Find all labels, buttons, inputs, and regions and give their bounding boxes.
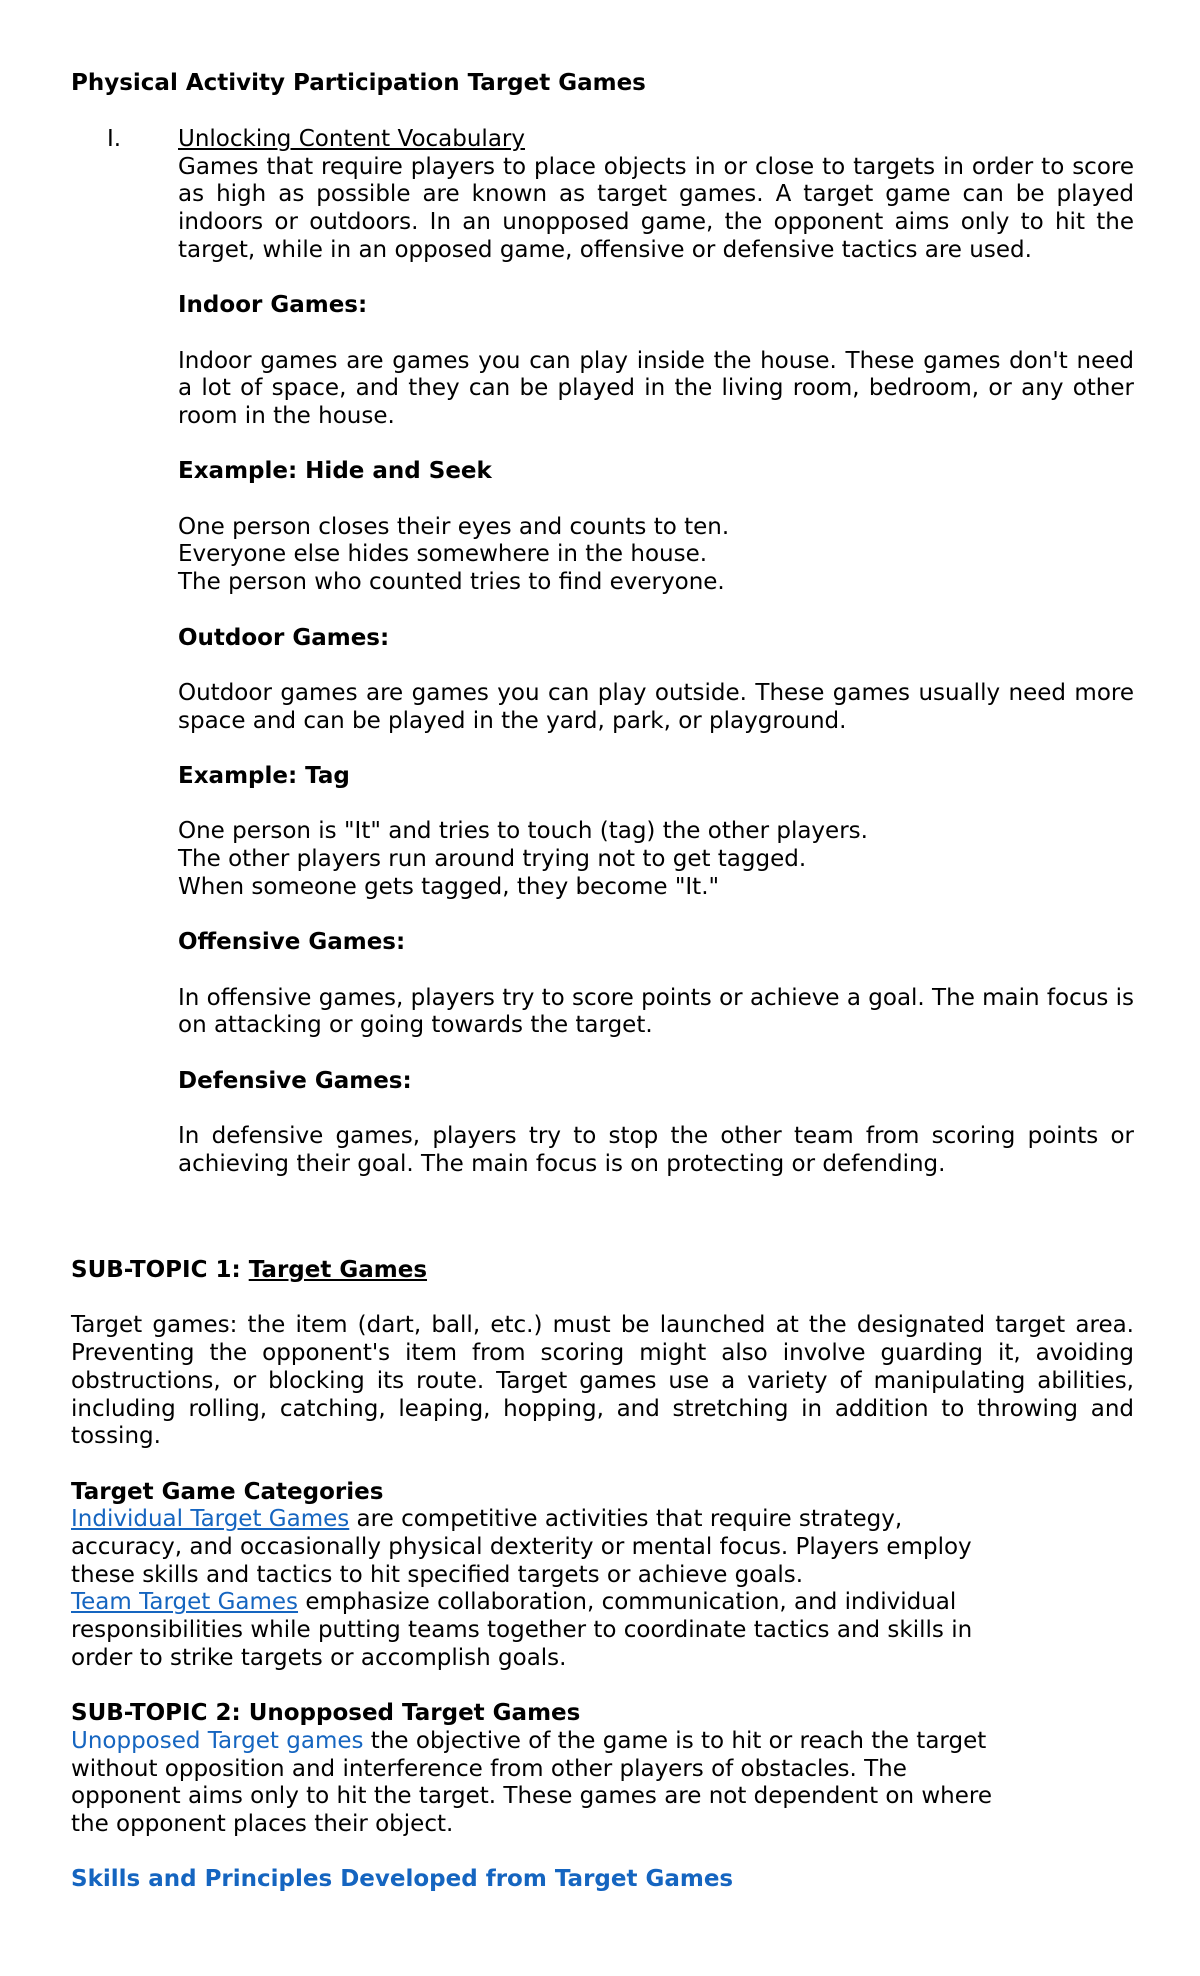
- team-games-text: emphasize collaboration, communication, and individual responsibilities while putting teams together to coordinate tactics and skills in order to strike targets or accomplish goals.: [71, 1589, 973, 1671]
- subtopic2-text: the objective of the game is to hit or reach the target without opposition and interference from other players of obstacles. The opponent aims only to hit the target. These games are not dependent on where the opponent places their object.: [71, 1727, 993, 1838]
- subtopic1-title: Target Games: [248, 1257, 428, 1283]
- main-content: [71, 1257, 1134, 1894]
- document-title: Physical Activity Participation Target Games: [71, 70, 646, 96]
- team-games-paragraph: [71, 1589, 1011, 1672]
- vocabulary-intro: Games that require players to place objects in or close to targets in order to score as high as possible are known as target games. A target game can be played indoors or outdoors. In an unopposed game, the opponent aims only to hit the target, while in an opposed game, offensive or defensive tactics are used.: [178, 153, 1134, 263]
- indoor-example-line: The person who counted tries to find everyone.: [178, 569, 725, 596]
- outdoor-games-heading: Outdoor Games:: [178, 624, 390, 651]
- section-heading: Unlocking Content Vocabulary: [178, 126, 525, 152]
- categories-heading: Target Game Categories: [71, 1478, 384, 1505]
- outdoor-example-line: The other players run around trying not to get tagged.: [178, 846, 807, 873]
- subtopic2-heading: SUB-TOPIC 2: Unopposed Target Games: [71, 1700, 581, 1727]
- section-number: I.: [107, 126, 122, 152]
- subtopic1-prefix: SUB-TOPIC 1:: [71, 1257, 249, 1283]
- indoor-games-text: Indoor games are games you can play inside the house. These games don't need a lot of space, and they can be played in the living room, bedroom, or any other room in the house.: [178, 347, 1134, 429]
- offensive-games-text: In offensive games, players try to score points or achieve a goal. The main focus is on attacking or going towards the target.: [178, 984, 1134, 1039]
- team-target-games-link[interactable]: Team Target Games: [71, 1589, 299, 1616]
- indoor-example-line: Everyone else hides somewhere in the house.: [178, 541, 708, 568]
- individual-games-text: are competitive activities that require strategy, accuracy, and occasionally physical dexterity or mental focus. Players employ these skills and tactics to hit specified targets or achieve goals.: [71, 1506, 972, 1588]
- individual-games-paragraph: [71, 1506, 1011, 1589]
- individual-target-games-link[interactable]: Individual Target Games: [71, 1506, 350, 1533]
- outdoor-example-heading: Example: Tag: [178, 763, 350, 790]
- section-vocabulary: [178, 126, 1134, 1179]
- defensive-games-heading: Defensive Games:: [178, 1067, 412, 1094]
- indoor-example-heading: Example: Hide and Seek: [178, 458, 492, 485]
- subtopic2-paragraph: [71, 1728, 1011, 1839]
- unopposed-games-lead: Unopposed Target games: [71, 1727, 364, 1754]
- defensive-games-text: In defensive games, players try to stop the other team from scoring points or achieving their goal. The main focus is on protecting or defending.: [178, 1123, 1134, 1177]
- outdoor-example-line: One person is "It" and tries to touch (tag) the other players.: [178, 818, 868, 845]
- offensive-games-heading: Offensive Games:: [178, 929, 406, 956]
- outdoor-games-text: Outdoor games are games you can play outside. These games usually need more space and can be played in the yard, park, or playground.: [178, 679, 1134, 734]
- outdoor-example-line: When someone gets tagged, they become "It.": [178, 873, 720, 900]
- indoor-example-line: One person closes their eyes and counts to ten.: [178, 513, 730, 540]
- skills-heading: Skills and Principles Developed from Target Games: [71, 1866, 734, 1893]
- indoor-games-heading: Indoor Games:: [178, 292, 368, 319]
- subtopic1-heading: [71, 1257, 1134, 1285]
- subtopic1-text: Target games: the item (dart, ball, etc.) must be launched at the designated target area. Preventing the opponent's item from scoring might also involve guarding it, avoiding obstructions, or blocking its route. Target games use a variety of manipulating abilities, including rolling, catching, leaping, hopping, and stretching in addition to throwing and tossing.: [71, 1312, 1134, 1450]
